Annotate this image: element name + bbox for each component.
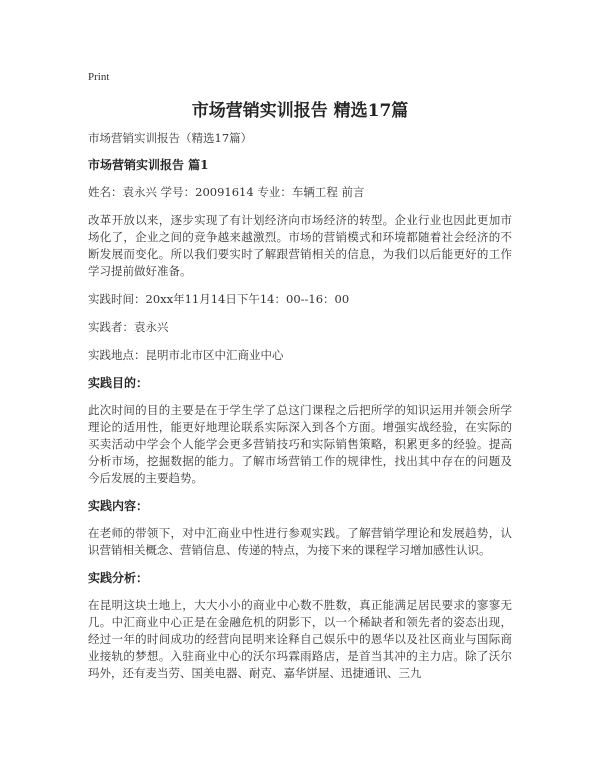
document-title: 市场营销实训报告 精选17篇 <box>191 101 409 121</box>
report-heading: 市场营销实训报告 篇1 <box>88 158 209 172</box>
practice-time: 实践时间：20xx年11月14日下午14：00--16：00 <box>88 292 350 306</box>
practice-location: 实践地点：昆明市北市区中汇商业中心 <box>88 348 284 362</box>
preface-paragraph: 改革开放以来，逐步实现了有计划经济向市场经济的转型。企业行业也因此更加市场化了，企业之间的竞争越来越激烈。市场的营销模式和环境都随着社会经济的不断发展而变化。所以我们要实时了解跟营销相关的信息，为我们以后能更好的工作学习提前做好准备。 <box>88 213 512 278</box>
analysis-paragraph: 在昆明这块土地上，大大小小的商业中心数不胜数，真正能满足居民要求的寥寥无几。中汇商业中心正是在金融危机的阴影下，以一个稀缺者和领先者的姿态出现，经过一年的时间成功的经营向昆明来诠释自己娱乐中的恩华以及社区商业与国际商业接轨的梦想。入驻商业中心的沃尔玛霖雨路店，是首当其冲的主力店。除了沃尔玛外，还有麦当劳、国美电器、耐克、嘉华饼屋、迅捷通讯、三九 <box>88 598 512 680</box>
document-subtitle: 市场营销实训报告（精选17篇） <box>88 131 253 145</box>
purpose-heading: 实践目的： <box>88 376 149 390</box>
student-info: 姓名：袁永兴 学号：20091614 专业：车辆工程 前言 <box>88 185 365 199</box>
practitioner: 实践者：袁永兴 <box>88 320 169 334</box>
analysis-heading: 实践分析： <box>88 571 149 585</box>
content-paragraph: 在老师的带领下，对中汇商业中性进行参观实践。了解营销学理论和发展趋势，认识营销相关概念、营销信息、传递的特点，为接下来的课程学习增加感性认识。 <box>88 526 512 557</box>
print-label: Print <box>88 71 110 83</box>
content-heading: 实践内容： <box>88 499 149 513</box>
document-body <box>88 130 512 693</box>
purpose-paragraph: 此次时间的目的主要是在于学生学了总这门课程之后把所学的知识运用并领会所学理论的适用性，能更好地理论联系实际深入到各个方面。增强实战经验，在实际的买卖活动中学会个人能学会更多营销技巧和实际销售策略，积累更多的经验。提高分析市场，挖掘数据的能力。了解市场营销工作的规律性，找出其中存在的问题及今后发展的主要趋势。 <box>88 403 512 485</box>
